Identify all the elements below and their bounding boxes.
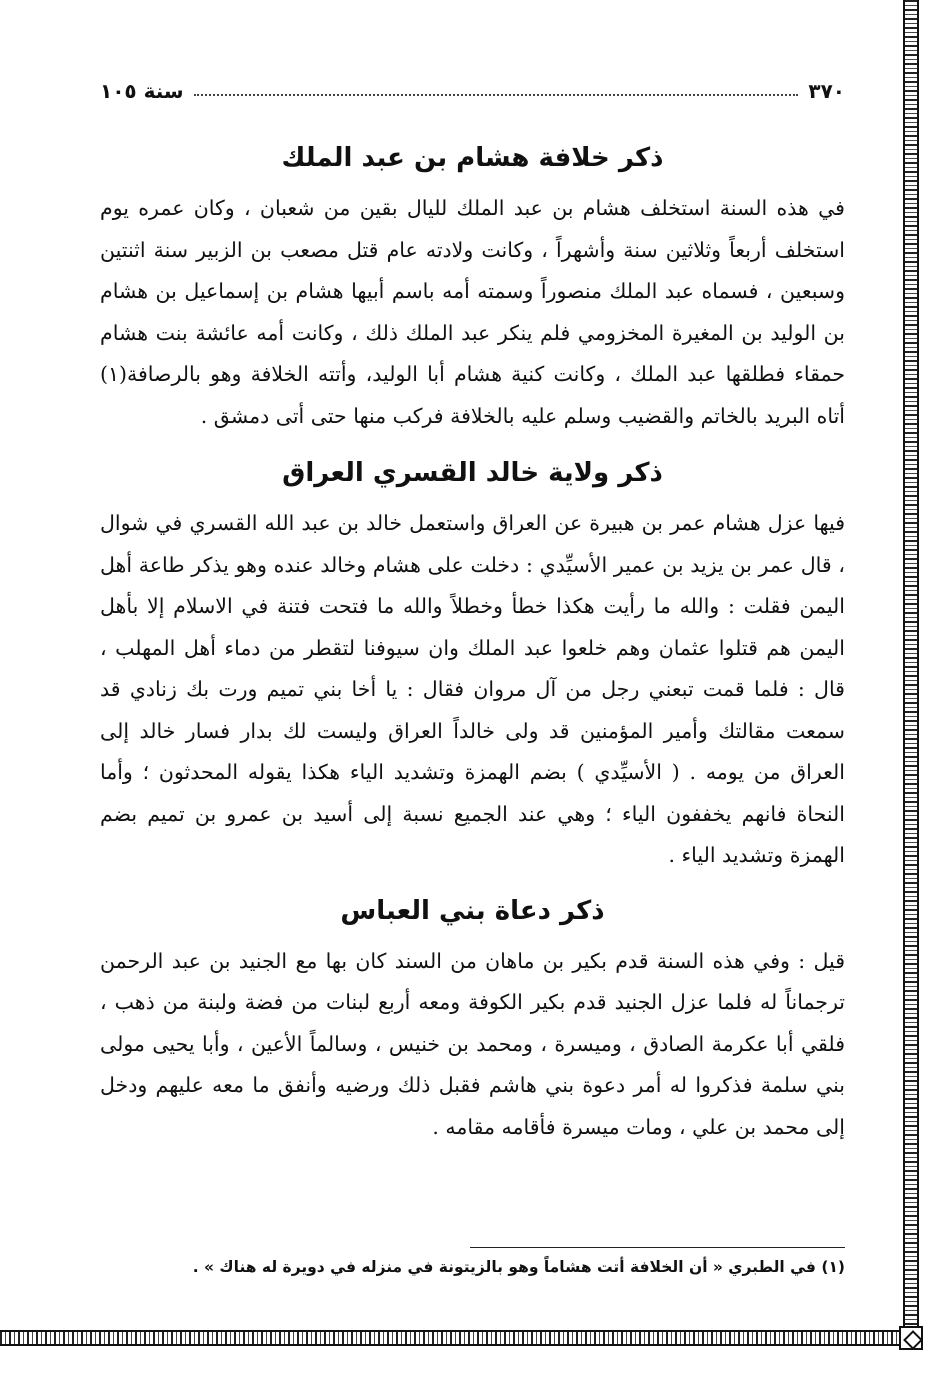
section-paragraph: قيل : وفي هذه السنة قدم بكير بن ماهان من السند كان بها مع الجنيد بن عبد الرحمن ترجماناً له فلما عزل الجنيد قدم بكير الكوفة ومعه أربع لبنات من فضة ولبنة من ذهب ، فلقي أبا عكرمة الصادق ، وميسرة ، ومحمد بن خنيس ، وسالماً الأعين ، وأبا يحيى مولى بني سلمة فذكروا له أمر دعوة بني هاشم فقبل ذلك ورضيه وأنفق ما معه عليهم ودخل إلى محمد بن علي ، ومات ميسرة فأقامه مقامه . [100, 948, 845, 1139]
footnote: (١) في الطبري « أن الخلافة أتت هشاماً وهو بالزيتونة في منزله في دويرة له هناك » . [192, 1258, 845, 1276]
ornamental-border-right [903, 0, 919, 1346]
section-paragraph: فيها عزل هشام عمر بن هبيرة عن العراق واستعمل خالد بن عبد الله القسري في شوال ، قال عمر بن يزيد بن عمير الأسيِّدي : دخلت على هشام وخالد عنده وهو يذكر طاعة أهل اليمن فقلت : والله ما رأيت هكذا خطأ وخطلاً والله ما فتحت فتنة في الاسلام إلا بأهل اليمن هم قتلوا عثمان وهم خلعوا عبد الملك وان سيوفنا لتقطر من دماء أهل المهلب ، قال : فلما قمت تبعني رجل من آل مروان فقال : يا أخا بني تميم ورت بك زنادي قد سمعت مقالتك وأمير المؤمنين قد ولى خالداً العراق وليست لك بدار فسار خالد إلى العراق من يومه . ( الأسيِّدي ) بضم الهمزة وتشديد الياء هكذا يقوله المحدثون ؛ وأما النحاة فانهم يخففون الياء ؛ وهي عند الجميع نسبة إلى أسيد بن عمرو بن تميم بضم الهمزة وتشديد الياء . [100, 511, 845, 867]
page-content [100, 76, 845, 1148]
page-number: ٣٧٠ [808, 79, 845, 103]
ornamental-border-corner [899, 1326, 923, 1350]
section-title: ذكر ولاية خالد القسري العراق [282, 458, 663, 488]
section-paragraph: في هذه السنة استخلف هشام بن عبد الملك لليال بقين من شعبان ، وكان عمره يوم استخلف أربعاً وثلاثين سنة وأشهراً ، وكانت ولادته عام قتل مصعب بن الزبير سنة اثنتين وسبعين ، فسماه عبد الملك منصوراً وسمته أمه باسم أبيها هشام بن إسماعيل بن هشام بن الوليد بن المغيرة المخزومي فلم ينكر عبد الملك ذلك ، وكانت أمه عائشة بنت هشام حمقاء فطلقها عبد الملك ، وكانت كنية هشام أبا الوليد، وأتته الخلافة وهو بالرصافة(١) أتاه البريد بالخاتم والقضيب وسلم عليه بالخلافة فركب منها حتى أتى دمشق . [100, 196, 845, 428]
section-title: ذكر دعاة بني العباس [340, 895, 605, 926]
ornamental-border-bottom [0, 1330, 919, 1346]
running-header [100, 76, 845, 106]
year-label: سنة ١٠٥ [100, 79, 184, 103]
section-title: ذكر خلافة هشام بن عبد الملك [281, 143, 664, 173]
header-dotted-leader [194, 94, 799, 96]
footnote-divider [470, 1247, 845, 1248]
